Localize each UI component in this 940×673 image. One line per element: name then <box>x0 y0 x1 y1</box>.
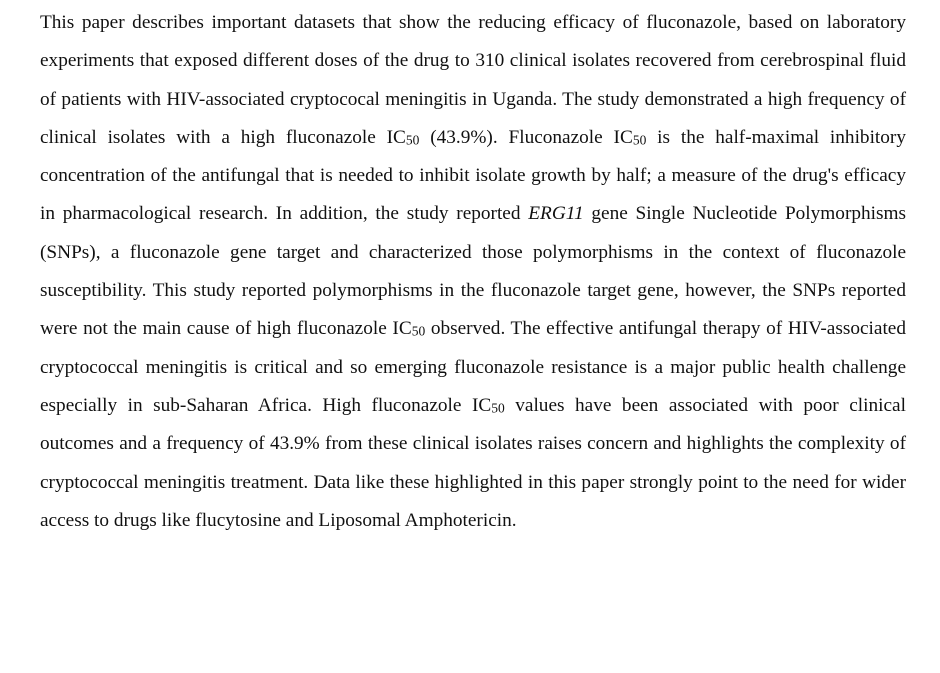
text-segment-3: is the half-maximal inhibitory concentration of the antifungal that is needed to inhibit isolate growth by half; a measure of the drug's efficacy in pharmacological research. In addition, the study reported <box>40 126 906 225</box>
ic50-subscript: 50 <box>632 132 647 148</box>
text-segment-6: values have been associated with poor clinical outcomes and a frequency of 43.9% from these clinical isolates raises concern and highlights the complexity of cryptococcal meningitis treatment. Data like these highlighted in this paper strongly point to the need for wider access to drugs like flucytosine and Liposomal Amphotericin. <box>40 394 906 531</box>
text-segment-2: (43.9%). Fluconazole IC <box>419 126 633 148</box>
text-segment-1: This paper describes important datasets that show the reducing efficacy of fluconazole, based on laboratory experiments that exposed different doses of the drug to 310 clinical isolates recovered from cerebrospinal fluid of patients with HIV-associated cryptococal meningitis in Uganda. The study demonstrated a high frequency of clinical isolates with a high fluconazole IC <box>40 12 906 148</box>
gene-name-italic: ERG11 <box>528 203 584 225</box>
document-page <box>40 4 906 540</box>
text-segment-5: observed. The effective antifungal therapy of HIV-associated cryptococcal meningitis is critical and so emerging fluconazole resistance is a major public health challenge especially in sub-Saharan Africa. High fluconazole IC <box>40 318 907 416</box>
ic50-subscript: 50 <box>405 132 420 148</box>
ic50-subscript: 50 <box>411 323 426 339</box>
body-paragraph <box>40 4 906 540</box>
ic50-subscript: 50 <box>491 400 505 416</box>
text-segment-4: gene Single Nucleotide Polymorphisms (SNPs), a fluconazole gene target and characterized those polymorphisms in the context of fluconazole susceptibility. This study reported polymorphisms in the fluconazole target gene, however, the SNPs reported were not the main cause of high fluconazole IC <box>40 203 907 340</box>
